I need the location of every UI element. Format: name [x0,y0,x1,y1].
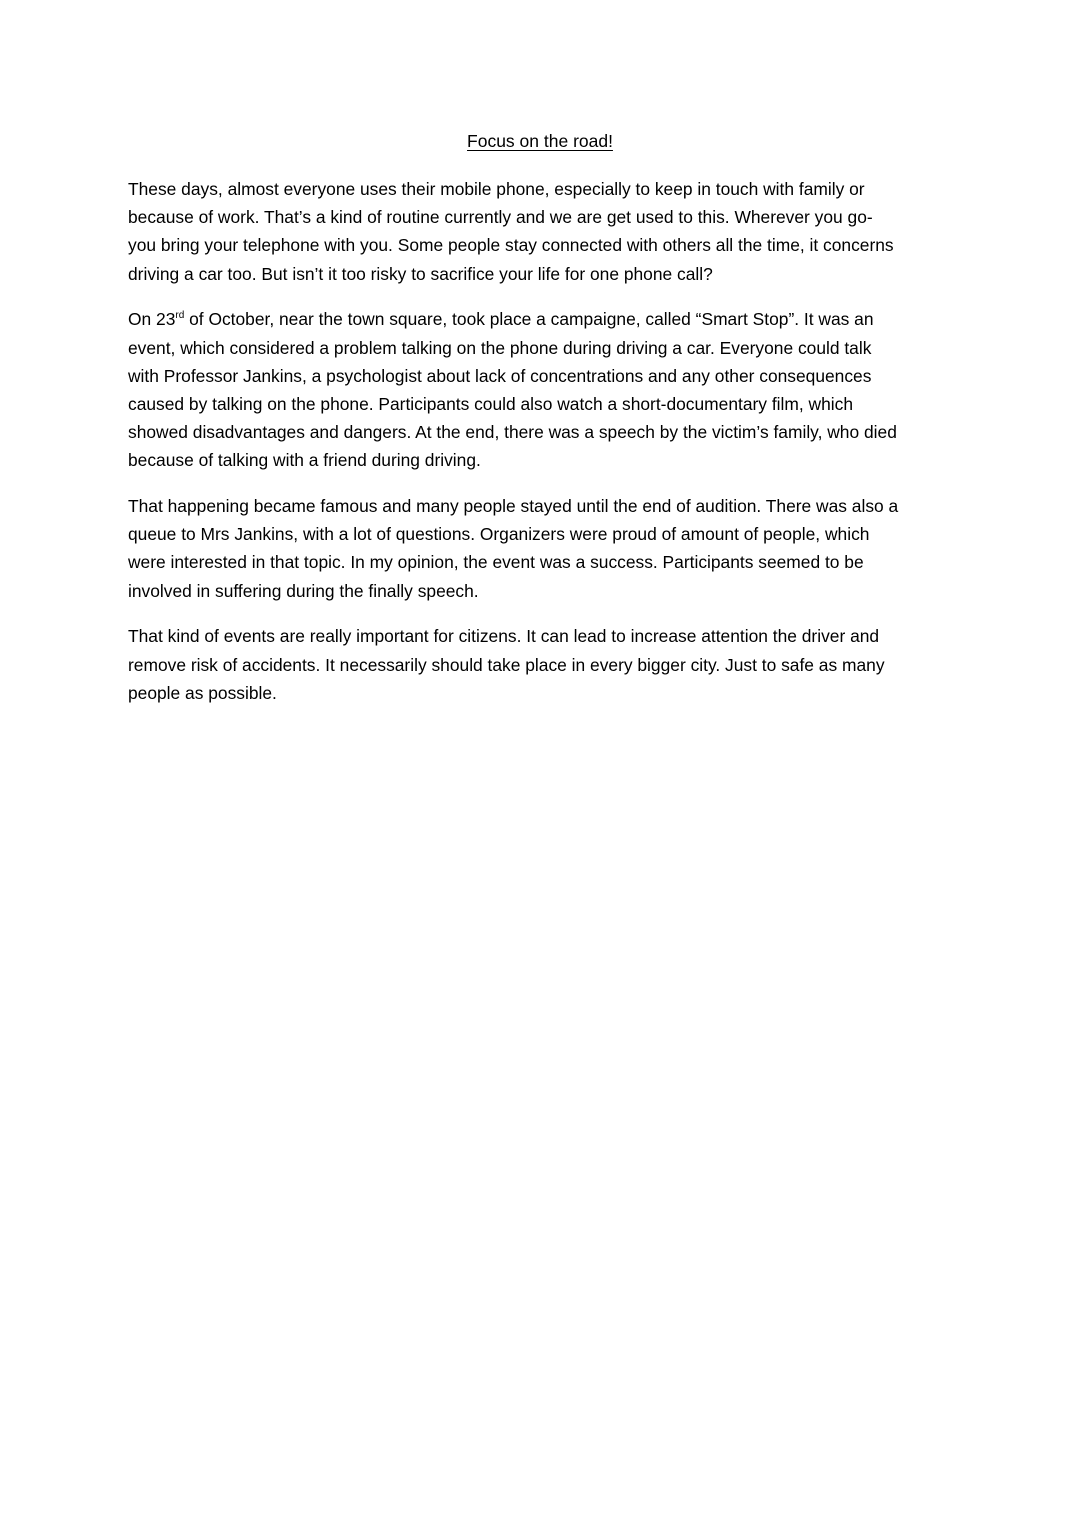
ordinal-suffix: rd [175,310,185,322]
paragraph-line: people as possible. [128,682,277,703]
paragraph-line: queue to Mrs Jankins, with a lot of questions. Organizers were proud of amount of people, which [128,524,870,545]
paragraph-line: because of work. That’s a kind of routine currently and we are get used to this. Wherever you go- [128,207,873,228]
paragraph-line: you bring your telephone with you. Some people stay connected with others all the time, it concerns [128,235,894,256]
paragraph-line: with Professor Jankins, a psychologist about lack of concentrations and any other consequences [128,365,872,386]
paragraph-line: driving a car too. But isn’t it too risky to sacrifice your life for one phone call? [128,263,713,284]
paragraph-3 [128,492,958,605]
paragraph-line: showed disadvantages and dangers. At the end, there was a speech by the victim’s family, who died [128,422,897,443]
paragraph-line-first-part: On 23 [128,309,176,330]
paragraph-1 [128,175,958,288]
paragraph-4 [128,622,958,707]
paragraph-line: That happening became famous and many people stayed until the end of audition. There was also a [128,496,899,517]
paragraph-line: were interested in that topic. In my opinion, the event was a success. Participants seemed to be [128,552,864,573]
paragraph-line: These days, almost everyone uses their mobile phone, especially to keep in touch with family or [128,179,865,199]
document-body [128,175,958,724]
title-text: Focus on the road! [467,131,613,151]
paragraph-line: That kind of events are really important for citizens. It can lead to increase attention the driver and [128,626,880,647]
paragraph-line: because of talking with a friend during driving. [128,450,481,471]
paragraph-line: involved in suffering during the finally speech. [128,580,479,601]
document-title [0,130,1080,152]
paragraph-line: remove risk of accidents. It necessarily should take place in every bigger city. Just to safe as many [128,654,885,675]
paragraph-2 [128,305,958,474]
paragraph-line: caused by talking on the phone. Participants could also watch a short-documentary film, which [128,393,853,414]
paragraph-line-rest: of October, near the town square, took place a campaigne, called “Smart Stop”. It was an [184,309,874,330]
paragraph-line: event, which considered a problem talking on the phone during driving a car. Everyone could talk [128,337,872,358]
